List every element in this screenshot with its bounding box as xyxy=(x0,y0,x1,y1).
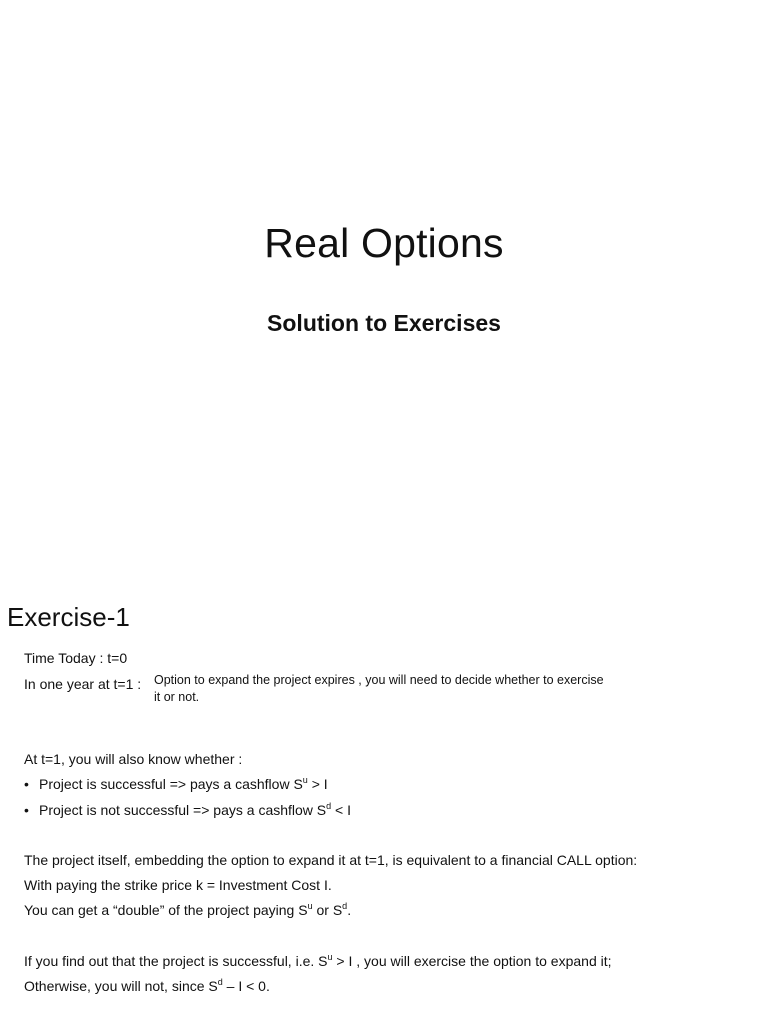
also-know-text: At t=1, you will also know whether : xyxy=(24,751,243,767)
slide-title: Real Options xyxy=(264,220,504,266)
exercise-if-successful-lead: If you find out that the project is successful, i.e. S xyxy=(24,953,328,969)
double-project-text xyxy=(24,902,351,918)
superscript-u: u xyxy=(302,775,308,785)
superscript-d: d xyxy=(342,901,348,911)
double-project-mid: or S xyxy=(312,902,343,918)
time-today-text: Time Today : t=0 xyxy=(24,650,128,666)
superscript-d: d xyxy=(326,801,332,811)
otherwise-text xyxy=(24,978,270,994)
exercise-if-successful-tail: > I , you will exercise the option to expand it; xyxy=(332,953,612,969)
one-year-text: In one year at t=1 : xyxy=(24,676,142,692)
bullet-successful-text: Project is successful => pays a cashflow S xyxy=(39,776,303,792)
strike-price-text: With paying the strike price k = Investment Cost I. xyxy=(24,877,332,893)
otherwise-tail: – I < 0. xyxy=(222,978,270,994)
exercise-heading: Exercise-1 xyxy=(7,602,130,632)
exercise-if-successful-text xyxy=(24,953,612,969)
superscript-d: d xyxy=(217,977,223,987)
double-project-tail: . xyxy=(347,902,352,918)
superscript-u: u xyxy=(307,901,313,911)
otherwise-lead: Otherwise, you will not, since S xyxy=(24,978,218,994)
exercise-slide xyxy=(0,576,768,1024)
bullet-successful-tail: > I xyxy=(307,776,328,792)
bullet-successful xyxy=(24,776,328,792)
option-expiry-note: Option to expand the project expires , you will need to decide whether to exercise it or not. xyxy=(154,673,604,704)
bullet-not-successful-tail: < I xyxy=(331,802,352,818)
double-project-lead: You can get a “double” of the project paying S xyxy=(24,902,308,918)
bullet-not-successful-text: Project is not successful => pays a cashflow S xyxy=(39,802,327,818)
bullet-not-successful xyxy=(24,802,351,818)
superscript-u: u xyxy=(327,952,333,962)
bullet-dot: • xyxy=(24,776,29,792)
call-option-text: The project itself, embedding the option to expand it at t=1, is equivalent to a financial CALL option: xyxy=(24,852,638,868)
slide-subtitle: Solution to Exercises xyxy=(267,310,501,336)
bullet-dot: • xyxy=(24,802,29,818)
